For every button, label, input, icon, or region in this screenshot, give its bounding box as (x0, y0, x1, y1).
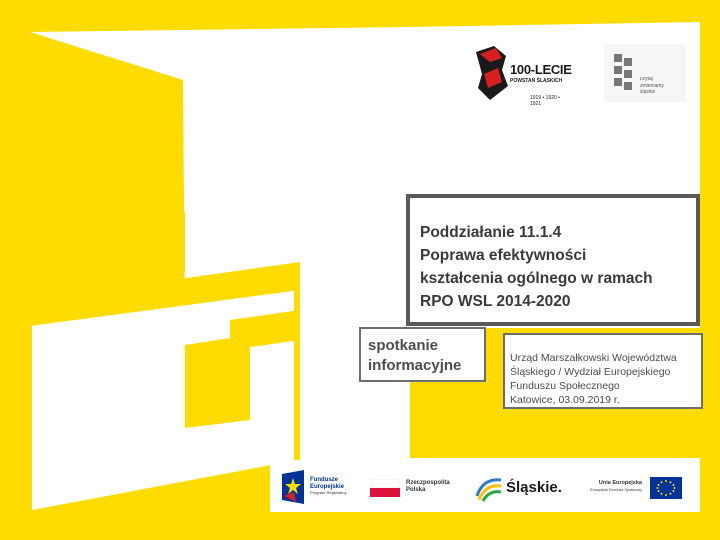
logo-100-subtitle: POWSTAŃ ŚLĄSKICH (510, 78, 563, 84)
fe-line3: Program Regionalny (310, 490, 347, 495)
yellow-stripe-4 (185, 335, 250, 428)
rp-line1: Rzeczpospolita (406, 480, 450, 486)
slaskie-wave-icon (475, 474, 503, 502)
meeting-label: spotkanie informacyjne (368, 337, 462, 374)
fe-line2: Europejskie (310, 483, 345, 490)
logo-100-title: 100-LECIE (510, 62, 572, 77)
office-info: Urząd Marszałkowski Województwa Śląskiego / Wydział Europejskiego Funduszu Społecznego Katowice, 03.09.2019 r. (510, 352, 677, 406)
logo-slaskie-top (604, 44, 686, 102)
footer-logos (280, 468, 685, 508)
eu-flag-icon (650, 477, 682, 499)
polish-flag-icon (370, 479, 400, 497)
title-box (406, 194, 700, 326)
rp-line2: Polska (406, 487, 426, 493)
logo-100-lecie (472, 44, 572, 107)
logo-100-years: 1919 • 1920 • 1921 (530, 95, 560, 107)
ue-line2: Europejski Fundusz Społeczny (590, 487, 642, 492)
meeting-box (359, 327, 486, 382)
fe-line1: Fundusze (310, 477, 338, 483)
ue-line1: Unia Europejska (598, 480, 642, 486)
yellow-divider-vertical (294, 280, 300, 460)
rzeczpospolita-polska-logo (406, 480, 450, 494)
insurgent-figure-icon (472, 44, 512, 102)
slaskie-logo-text: Śląskie. (506, 479, 562, 496)
slaskie-squares-logo (614, 54, 636, 92)
fundusze-europejskie-logo (310, 477, 346, 497)
unia-europejska-logo (590, 480, 642, 493)
office-box (503, 333, 703, 409)
page-title: Poddziałanie 11.1.4 Poprawa efektywności kształcenia ogólnego w ramach RPO WSL 2014-2020 (420, 224, 653, 310)
fundusze-europejskie-star-icon (280, 468, 306, 506)
slaskie-caption: czytaj zmieniamy śląskie (640, 76, 664, 95)
